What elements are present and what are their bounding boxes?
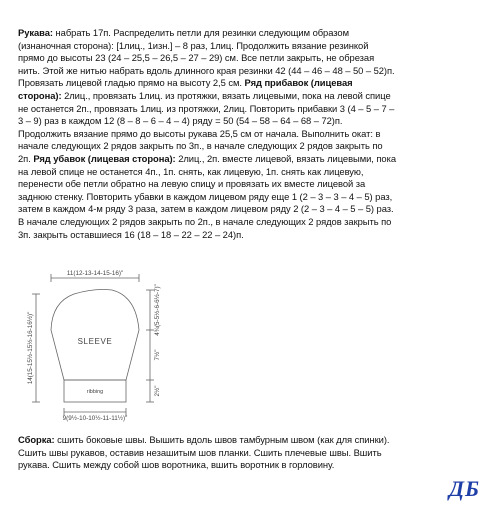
right-cap-label: 4¾(5-5½-6-6½-7)" (154, 284, 161, 336)
author-signature: ДБ (448, 476, 480, 501)
assembly-heading: Сборка: (18, 434, 55, 445)
sleeves-paragraph-3: 2лиц., 2п. вместе лицевой, вязать лицевыми, пока на левой спице не останется 4п., 1п. снять, как лицевую, 1п. снять как лицевую, перенести обе петли обратно на левую спицу и провязать их вместе лицевой за заднюю стенку. Повторить убавки в каждом лицевом ряду еще 1 (2 – 3 – 3 – 4 – 5) раз, затем в каждом 4-м ряду 3 раза, затем в каждом лицевом ряду 2 (2 – 3 – 4 – 5 – 5) раз. В начале следующих 2 рядов закрыть по 2п., в начале следующих 2 рядов закрыть по 3п. закрыть оставшиеся 16 (18 – 18 – 22 – 22 – 24)п. (18, 152, 396, 240)
assembly-instructions (18, 434, 490, 472)
sleeves-paragraph-1: набрать 17п. Распределить петли для резинки следующим образом (изнаночная сторона): [1лиц., 1изн.] – 8 раз, 1лиц. Продолжить вязание резинкой прямо до высоты 23 (24 – 25,5 – 26,5 – 27 – 29) см. Все петли закрыть, не обрезая нить. Этой же нитью набрать вдоль длинного края резинки 42 (44 – 46 – 48 – 50 – 52)п. Провязать лицевой гладью прямо на высоту 2,5 см. (18, 27, 395, 89)
top-width-label: 11(12-13-14-15-16)" (66, 270, 124, 277)
sleeve-label: SLEEVE (77, 337, 113, 346)
sleeves-paragraph-2: 2лиц., провязать 1лиц. из протяжки, вязать лицевыми, пока на левой спице не останется 2п., провязать 1лиц. из протяжки, 2лиц. Повторить прибавки 3 (4 – 5 – 7 – 3 – 9) раз в каждом 12 (8 – 8 – 6 – 4 – 4) ряду = 50 (54 – 58 – 64 – 68 – 72)п. Продолжить вязание прямо до высоты рукава 25,5 см от начала. Выполнить окат: в начале следующих 2 рядов закрыть по 3п., в начале следующих 2 рядов закрыть по 2п. (18, 89, 395, 164)
bottom-width-label: 9(9½-10-10½-11-11½)" (62, 415, 128, 422)
right-body-label: 7½" (154, 349, 161, 361)
assembly-paragraph: сшить боковые швы. Вышить вдоль швов тамбурным швом (как для спинки). Сшить швы рукавов, оставив незашитым шов планки. Сшить плечевые швы. Вшить рукава. Сшить между собой шов воротника, вшить воротник в горловину. (18, 434, 390, 471)
left-height-label: 14(15-15½-15½-16-16½)" (27, 311, 34, 385)
decrease-row-heading: Ряд убавок (лицевая сторона): (33, 152, 176, 164)
sleeves-heading: Рукава: (18, 27, 53, 38)
sleeve-schematic (14, 262, 174, 422)
right-ribbing-label: 2½" (154, 385, 161, 397)
increase-row-heading: Ряд прибавок (лицевая сторона): (18, 77, 353, 101)
sleeve-outline (51, 290, 139, 381)
ribbing-label: ribbing (86, 389, 104, 395)
sleeve-instructions (18, 27, 490, 241)
